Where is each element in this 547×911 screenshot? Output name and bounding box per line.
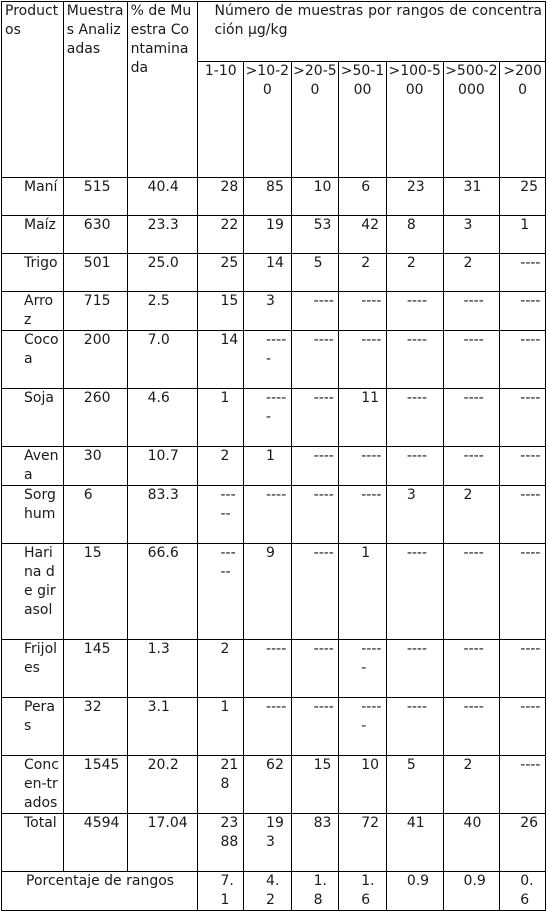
footer-range-2: 1.8 bbox=[291, 872, 339, 911]
cell-porcentaje: 7.0 bbox=[127, 331, 198, 389]
cell-range-3: ---- bbox=[339, 486, 387, 544]
cell-range-1: ----- bbox=[244, 331, 292, 389]
cell-range-5: ---- bbox=[443, 292, 500, 331]
cell-range-5: 40 bbox=[443, 814, 500, 872]
cell-range-5: ---- bbox=[443, 640, 500, 698]
table-row bbox=[2, 756, 546, 814]
cell-range-1: 85 bbox=[244, 178, 292, 216]
cell-range-0: 14 bbox=[198, 331, 244, 389]
cell-range-2: ---- bbox=[291, 640, 339, 698]
cell-range-1: ---- bbox=[244, 698, 292, 756]
footer-range-1: 4.2 bbox=[244, 872, 292, 911]
cell-range-6: 25 bbox=[500, 178, 546, 216]
cell-porcentaje: 1.3 bbox=[127, 640, 198, 698]
cell-producto: Harina de girasol bbox=[2, 544, 64, 640]
footer-label: Porcentaje de rangos bbox=[2, 872, 198, 911]
cell-range-0: 218 bbox=[198, 756, 244, 814]
cell-porcentaje: 20.2 bbox=[127, 756, 198, 814]
header-rangos-group: Número de muestras por rangos de concentración µg/kg bbox=[198, 2, 546, 62]
cell-range-6: ---- bbox=[500, 756, 546, 814]
cell-range-5: 2 bbox=[443, 756, 500, 814]
cell-range-5: ---- bbox=[443, 698, 500, 756]
header-range-2: >20-50 bbox=[291, 62, 339, 178]
header-range-5: >500-2000 bbox=[443, 62, 500, 178]
cell-range-1: ---- bbox=[244, 640, 292, 698]
cell-range-6: ---- bbox=[500, 447, 546, 486]
cell-range-5: ---- bbox=[443, 447, 500, 486]
cell-range-5: ---- bbox=[443, 331, 500, 389]
cell-range-2: 53 bbox=[291, 216, 339, 254]
cell-range-2: ---- bbox=[291, 447, 339, 486]
cell-producto: Avena bbox=[2, 447, 64, 486]
cell-range-0: 25 bbox=[198, 254, 244, 292]
cell-producto: Cocoa bbox=[2, 331, 64, 389]
table-row bbox=[2, 640, 546, 698]
cell-muestras: 630 bbox=[63, 216, 127, 254]
header-productos: Productos bbox=[2, 2, 64, 178]
cell-range-3: ---- bbox=[339, 331, 387, 389]
cell-range-6: ---- bbox=[500, 389, 546, 447]
header-porcentaje: % de Muestra Contaminada bbox=[127, 2, 198, 178]
cell-range-0: 2388 bbox=[198, 814, 244, 872]
cell-range-3: ---- bbox=[339, 292, 387, 331]
cell-muestras: 32 bbox=[63, 698, 127, 756]
cell-range-2: ---- bbox=[291, 698, 339, 756]
cell-range-4: 5 bbox=[386, 756, 443, 814]
cell-range-6: ---- bbox=[500, 254, 546, 292]
footer-range-4: 0.9 bbox=[386, 872, 443, 911]
cell-range-6: ---- bbox=[500, 486, 546, 544]
cell-range-4: 3 bbox=[386, 486, 443, 544]
header-range-0: 1-10 bbox=[198, 62, 244, 178]
cell-range-3: 1 bbox=[339, 544, 387, 640]
cell-range-5: 2 bbox=[443, 254, 500, 292]
cell-range-2: ---- bbox=[291, 389, 339, 447]
cell-porcentaje: 40.4 bbox=[127, 178, 198, 216]
cell-range-2: 83 bbox=[291, 814, 339, 872]
cell-range-6: ---- bbox=[500, 292, 546, 331]
header-range-6: >2000 bbox=[500, 62, 546, 178]
cell-range-2: 15 bbox=[291, 756, 339, 814]
table-row bbox=[2, 292, 546, 331]
cell-producto: Soja bbox=[2, 389, 64, 447]
cell-range-1: 19 bbox=[244, 216, 292, 254]
table-row bbox=[2, 331, 546, 389]
cell-range-6: ---- bbox=[500, 640, 546, 698]
cell-range-4: ---- bbox=[386, 292, 443, 331]
header-range-3: >50-100 bbox=[339, 62, 387, 178]
cell-range-6: ---- bbox=[500, 698, 546, 756]
cell-range-3: 10 bbox=[339, 756, 387, 814]
cell-range-1: 3 bbox=[244, 292, 292, 331]
header-range-1: >10-20 bbox=[244, 62, 292, 178]
table-row bbox=[2, 814, 546, 872]
cell-range-6: 1 bbox=[500, 216, 546, 254]
cell-range-1: 9 bbox=[244, 544, 292, 640]
cell-range-4: ---- bbox=[386, 640, 443, 698]
cell-porcentaje: 4.6 bbox=[127, 389, 198, 447]
cell-range-0: ----- bbox=[198, 486, 244, 544]
cell-range-2: ---- bbox=[291, 292, 339, 331]
cell-muestras: 501 bbox=[63, 254, 127, 292]
cell-range-5: 3 bbox=[443, 216, 500, 254]
cell-muestras: 200 bbox=[63, 331, 127, 389]
cell-range-3: 2 bbox=[339, 254, 387, 292]
table-row bbox=[2, 178, 546, 216]
cell-range-6: ---- bbox=[500, 331, 546, 389]
cell-porcentaje: 23.3 bbox=[127, 216, 198, 254]
cell-muestras: 30 bbox=[63, 447, 127, 486]
cell-porcentaje: 3.1 bbox=[127, 698, 198, 756]
cell-range-3: 11 bbox=[339, 389, 387, 447]
cell-range-6: ---- bbox=[500, 544, 546, 640]
cell-range-2: ---- bbox=[291, 486, 339, 544]
cell-producto: Sorghum bbox=[2, 486, 64, 544]
cell-porcentaje: 66.6 bbox=[127, 544, 198, 640]
cell-range-4: 2 bbox=[386, 254, 443, 292]
cell-porcentaje: 2.5 bbox=[127, 292, 198, 331]
cell-range-2: 5 bbox=[291, 254, 339, 292]
cell-range-2: 10 bbox=[291, 178, 339, 216]
cell-producto: Arroz bbox=[2, 292, 64, 331]
table-row bbox=[2, 389, 546, 447]
cell-range-0: 15 bbox=[198, 292, 244, 331]
concentration-table bbox=[1, 1, 546, 911]
cell-muestras: 515 bbox=[63, 178, 127, 216]
cell-range-5: ---- bbox=[443, 389, 500, 447]
cell-range-3: ---- bbox=[339, 447, 387, 486]
cell-range-4: ---- bbox=[386, 544, 443, 640]
cell-range-3: 72 bbox=[339, 814, 387, 872]
cell-range-1: 14 bbox=[244, 254, 292, 292]
cell-range-1: ---- bbox=[244, 486, 292, 544]
cell-range-4: ---- bbox=[386, 698, 443, 756]
cell-range-0: 2 bbox=[198, 640, 244, 698]
cell-range-1: 193 bbox=[244, 814, 292, 872]
cell-muestras: 715 bbox=[63, 292, 127, 331]
cell-range-4: 8 bbox=[386, 216, 443, 254]
table-row bbox=[2, 698, 546, 756]
cell-range-6: 26 bbox=[500, 814, 546, 872]
cell-range-4: ---- bbox=[386, 447, 443, 486]
cell-range-1: 62 bbox=[244, 756, 292, 814]
footer-row bbox=[2, 872, 546, 911]
cell-range-1: ----- bbox=[244, 389, 292, 447]
cell-range-5: 2 bbox=[443, 486, 500, 544]
footer-range-3: 1.6 bbox=[339, 872, 387, 911]
cell-range-0: 1 bbox=[198, 389, 244, 447]
cell-range-2: ---- bbox=[291, 331, 339, 389]
cell-porcentaje: 83.3 bbox=[127, 486, 198, 544]
footer-range-5: 0.9 bbox=[443, 872, 500, 911]
cell-producto: Concen-trados bbox=[2, 756, 64, 814]
footer-range-0: 7.1 bbox=[198, 872, 244, 911]
cell-muestras: 145 bbox=[63, 640, 127, 698]
table-row bbox=[2, 544, 546, 640]
cell-muestras: 260 bbox=[63, 389, 127, 447]
cell-muestras: 15 bbox=[63, 544, 127, 640]
cell-porcentaje: 10.7 bbox=[127, 447, 198, 486]
cell-range-3: 42 bbox=[339, 216, 387, 254]
cell-range-0: ----- bbox=[198, 544, 244, 640]
cell-range-0: 22 bbox=[198, 216, 244, 254]
cell-muestras: 6 bbox=[63, 486, 127, 544]
cell-range-4: ---- bbox=[386, 331, 443, 389]
cell-range-2: ---- bbox=[291, 544, 339, 640]
cell-porcentaje: 25.0 bbox=[127, 254, 198, 292]
footer-range-6: 0.6 bbox=[500, 872, 546, 911]
cell-producto: Maíz bbox=[2, 216, 64, 254]
cell-porcentaje: 17.04 bbox=[127, 814, 198, 872]
cell-muestras: 4594 bbox=[63, 814, 127, 872]
table-row bbox=[2, 254, 546, 292]
cell-range-0: 28 bbox=[198, 178, 244, 216]
cell-range-4: ---- bbox=[386, 389, 443, 447]
cell-producto: Total bbox=[2, 814, 64, 872]
cell-range-4: 23 bbox=[386, 178, 443, 216]
cell-producto: Maní bbox=[2, 178, 64, 216]
cell-range-0: 2 bbox=[198, 447, 244, 486]
cell-producto: Frijoles bbox=[2, 640, 64, 698]
cell-range-1: 1 bbox=[244, 447, 292, 486]
cell-range-3: ----- bbox=[339, 640, 387, 698]
cell-range-4: 41 bbox=[386, 814, 443, 872]
table-row bbox=[2, 486, 546, 544]
header-muestras: Muestras Analizadas bbox=[63, 2, 127, 178]
table-row bbox=[2, 216, 546, 254]
cell-range-5: ---- bbox=[443, 544, 500, 640]
cell-producto: Trigo bbox=[2, 254, 64, 292]
cell-muestras: 1545 bbox=[63, 756, 127, 814]
header-range-4: >100-500 bbox=[386, 62, 443, 178]
cell-range-3: ----- bbox=[339, 698, 387, 756]
cell-range-5: 31 bbox=[443, 178, 500, 216]
cell-range-0: 1 bbox=[198, 698, 244, 756]
cell-range-3: 6 bbox=[339, 178, 387, 216]
table-row bbox=[2, 447, 546, 486]
cell-producto: Peras bbox=[2, 698, 64, 756]
